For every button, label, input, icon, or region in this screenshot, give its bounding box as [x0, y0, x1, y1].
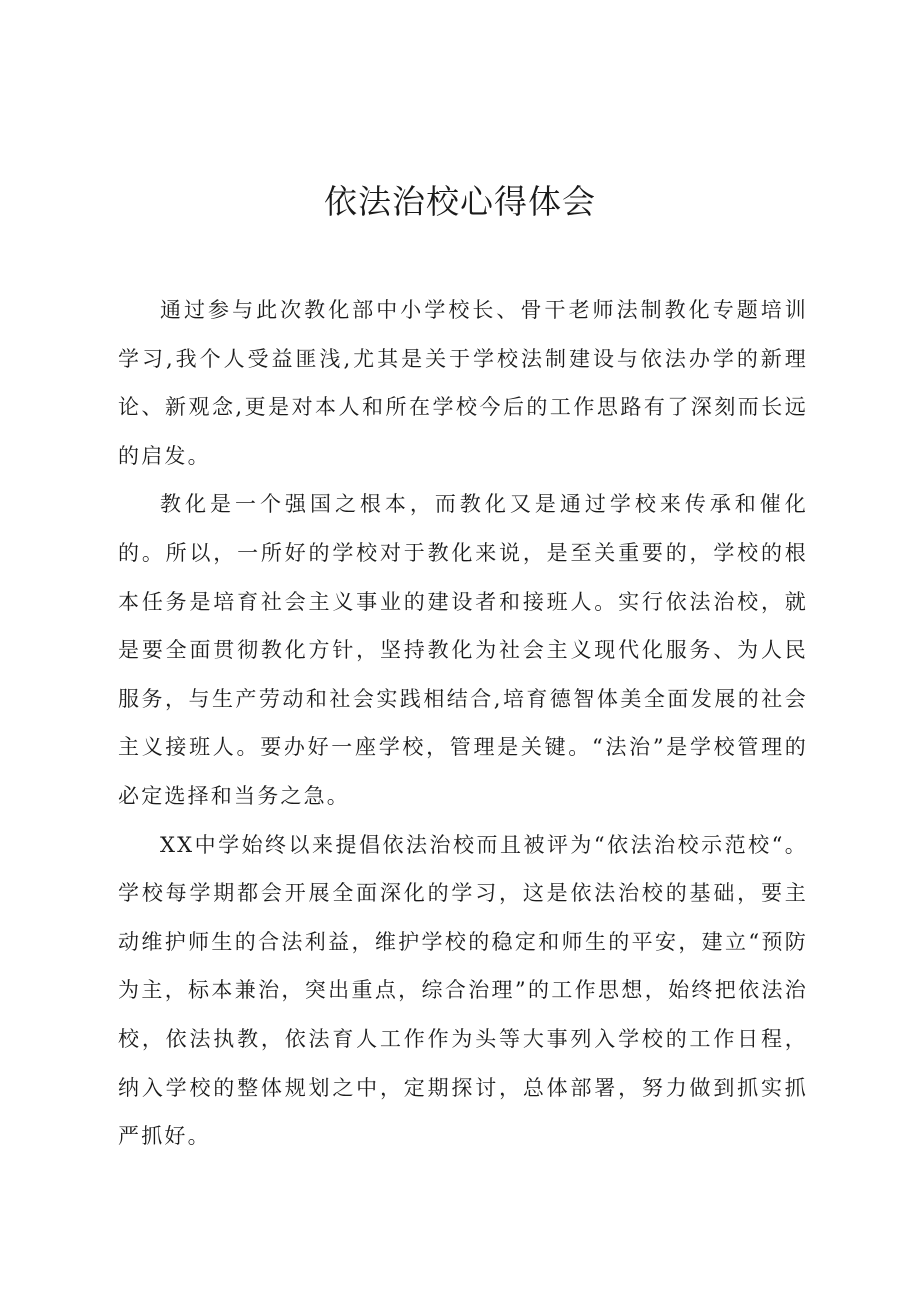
paragraph-2: 教化是一个强国之根本，而教化又是通过学校来传承和催化的。所以，一所好的学校对于教化来说，是至关重要的，学校的根本任务是培育社会主义事业的建设者和接班人。实行依法治校，就是要全面贯彻教化方针，坚持教化为社会主义现代化服务、为人民服务，与生产劳动和社会实践相结合,培育德智体美全面发展的社会主义接班人。要办好一座学校，管理是关键。“法治”是学校管理的必定选择和当务之急。	[118, 492, 808, 808]
document-body	[118, 286, 808, 1161]
paragraph-1: 通过参与此次教化部中小学校长、骨干老师法制教化专题培训学习,我个人受益匪浅,尤其是关于学校法制建设与依法办学的新理论、新观念,更是对本人和所在学校今后的工作思路有了深刻而长远的启发。	[118, 298, 808, 468]
document-title: 依法治校心得体会	[324, 182, 596, 221]
paragraph-3: XX中学始终以来提倡依法治校而且被评为“依法治校示范校“。学校每学期都会开展全面深化的学习，这是依法治校的基础，要主动维护师生的合法利益，维护学校的稳定和师生的平安，建立“预防为主，标本兼治，突出重点，综合治理”的工作思想，始终把依法治校，依法执教，依法育人工作作为头等大事列入学校的工作日程，纳入学校的整体规划之中，定期探讨，总体部署，努力做到抓实抓严抓好。	[118, 832, 808, 1149]
